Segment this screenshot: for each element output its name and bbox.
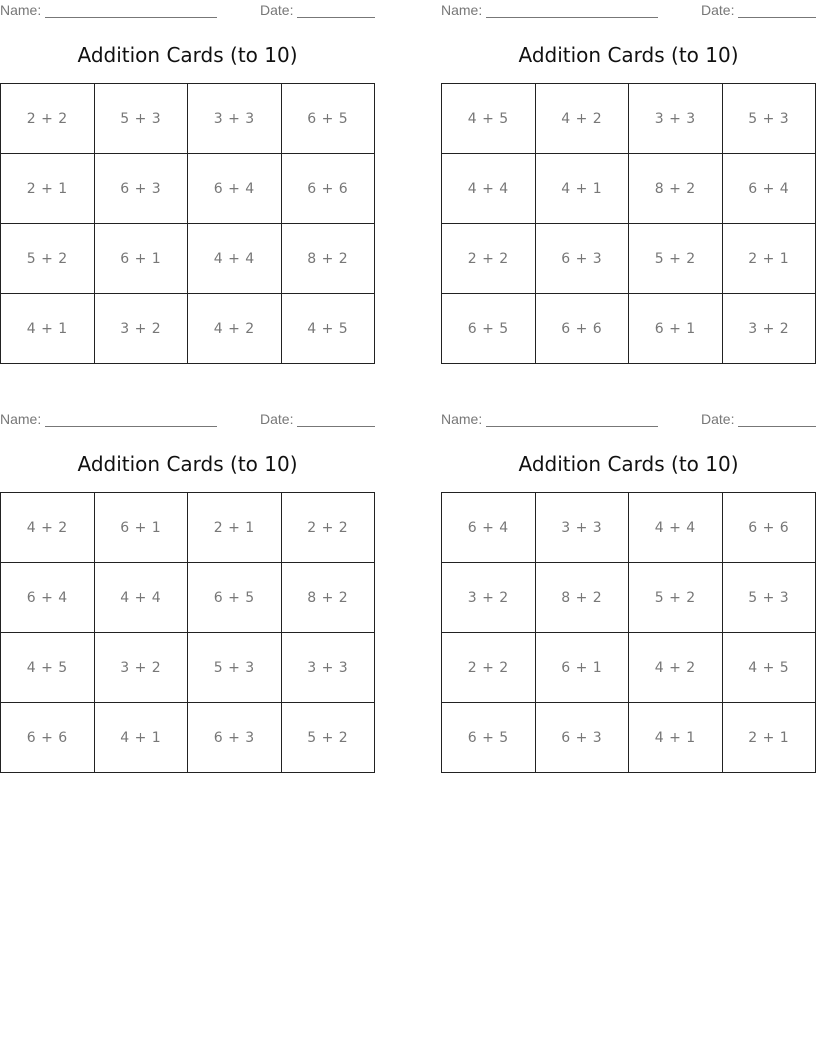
worksheet-title: Addition Cards (to 10) [77,452,298,476]
date-label: Date: [260,2,294,18]
addition-card: 6 + 3 [535,703,629,773]
date-blank-line [297,412,375,427]
addition-card: 6 + 5 [442,294,536,364]
worksheet [0,0,375,337]
addition-card: 6 + 3 [94,154,188,224]
addition-card: 6 + 4 [442,493,536,563]
name-blank-line [486,412,658,427]
addition-card: 4 + 2 [188,294,282,364]
addition-card: 4 + 1 [629,703,723,773]
date-label: Date: [701,2,735,18]
addition-card: 6 + 5 [442,703,536,773]
date-field [701,411,816,427]
addition-card: 3 + 2 [94,633,188,703]
name-date-row [0,409,375,429]
worksheet-title: Addition Cards (to 10) [518,43,739,67]
addition-card: 4 + 4 [94,563,188,633]
date-field [260,2,375,18]
addition-card: 3 + 2 [722,294,816,364]
addition-card: 6 + 4 [722,154,816,224]
worksheet-title: Addition Cards (to 10) [77,43,298,67]
addition-card: 8 + 2 [629,154,723,224]
addition-card: 3 + 3 [535,493,629,563]
addition-card: 5 + 3 [94,84,188,154]
card-row [442,633,816,703]
addition-card: 6 + 6 [1,703,95,773]
card-row [1,154,375,224]
name-label: Name: [441,411,483,427]
addition-card: 4 + 1 [1,294,95,364]
addition-card: 3 + 3 [629,84,723,154]
card-row [1,84,375,154]
name-blank-line [486,3,658,18]
addition-card: 6 + 4 [188,154,282,224]
date-field [701,2,816,18]
addition-card: 4 + 4 [442,154,536,224]
card-row [1,493,375,563]
card-grid [441,492,816,773]
addition-card: 3 + 3 [188,84,282,154]
addition-card: 2 + 2 [442,633,536,703]
card-row [442,703,816,773]
addition-card: 6 + 1 [535,633,629,703]
addition-card: 2 + 1 [188,493,282,563]
addition-card: 5 + 3 [722,563,816,633]
addition-card: 6 + 1 [629,294,723,364]
addition-card: 5 + 3 [188,633,282,703]
card-grid [441,83,816,364]
name-label: Name: [0,2,42,18]
addition-card: 6 + 3 [188,703,282,773]
name-blank-line [45,412,217,427]
name-field [0,2,217,18]
name-blank-line [45,3,217,18]
addition-card: 4 + 5 [722,633,816,703]
addition-card: 4 + 4 [629,493,723,563]
addition-card: 2 + 2 [281,493,375,563]
addition-card: 6 + 6 [281,154,375,224]
addition-card: 4 + 1 [535,154,629,224]
card-row [442,493,816,563]
addition-card: 5 + 2 [1,224,95,294]
date-blank-line [738,412,816,427]
card-row [1,633,375,703]
name-label: Name: [441,2,483,18]
addition-card: 5 + 2 [629,224,723,294]
addition-card: 2 + 2 [1,84,95,154]
worksheet [0,409,375,746]
card-grid [0,83,375,364]
addition-card: 2 + 1 [1,154,95,224]
card-row [442,563,816,633]
card-row [1,703,375,773]
addition-card: 6 + 1 [94,224,188,294]
addition-card: 2 + 2 [442,224,536,294]
addition-card: 6 + 5 [188,563,282,633]
addition-card: 4 + 5 [281,294,375,364]
card-row [1,563,375,633]
addition-card: 6 + 3 [535,224,629,294]
name-date-row [441,409,816,429]
worksheet [441,409,816,746]
card-row [1,224,375,294]
addition-card: 5 + 2 [629,563,723,633]
worksheet-title: Addition Cards (to 10) [518,452,739,476]
card-row [1,294,375,364]
card-row [442,154,816,224]
addition-card: 3 + 2 [442,563,536,633]
addition-card: 4 + 2 [629,633,723,703]
addition-card: 6 + 1 [94,493,188,563]
card-row [442,294,816,364]
addition-card: 4 + 1 [94,703,188,773]
addition-card: 3 + 3 [281,633,375,703]
addition-card: 6 + 5 [281,84,375,154]
addition-card: 3 + 2 [94,294,188,364]
addition-card: 8 + 2 [535,563,629,633]
addition-card: 4 + 4 [188,224,282,294]
addition-card: 4 + 2 [535,84,629,154]
date-label: Date: [260,411,294,427]
name-date-row [0,0,375,20]
card-row [442,224,816,294]
card-grid [0,492,375,773]
name-field [441,2,658,18]
addition-card: 4 + 5 [442,84,536,154]
addition-card: 6 + 6 [535,294,629,364]
addition-card: 5 + 3 [722,84,816,154]
addition-card: 6 + 6 [722,493,816,563]
addition-card: 4 + 5 [1,633,95,703]
date-label: Date: [701,411,735,427]
date-blank-line [297,3,375,18]
card-row [442,84,816,154]
name-field [0,411,217,427]
worksheet [441,0,816,337]
date-blank-line [738,3,816,18]
name-field [441,411,658,427]
addition-card: 8 + 2 [281,224,375,294]
addition-card: 2 + 1 [722,224,816,294]
addition-card: 2 + 1 [722,703,816,773]
name-date-row [441,0,816,20]
addition-card: 8 + 2 [281,563,375,633]
addition-card: 6 + 4 [1,563,95,633]
date-field [260,411,375,427]
addition-card: 5 + 2 [281,703,375,773]
addition-card: 4 + 2 [1,493,95,563]
name-label: Name: [0,411,42,427]
